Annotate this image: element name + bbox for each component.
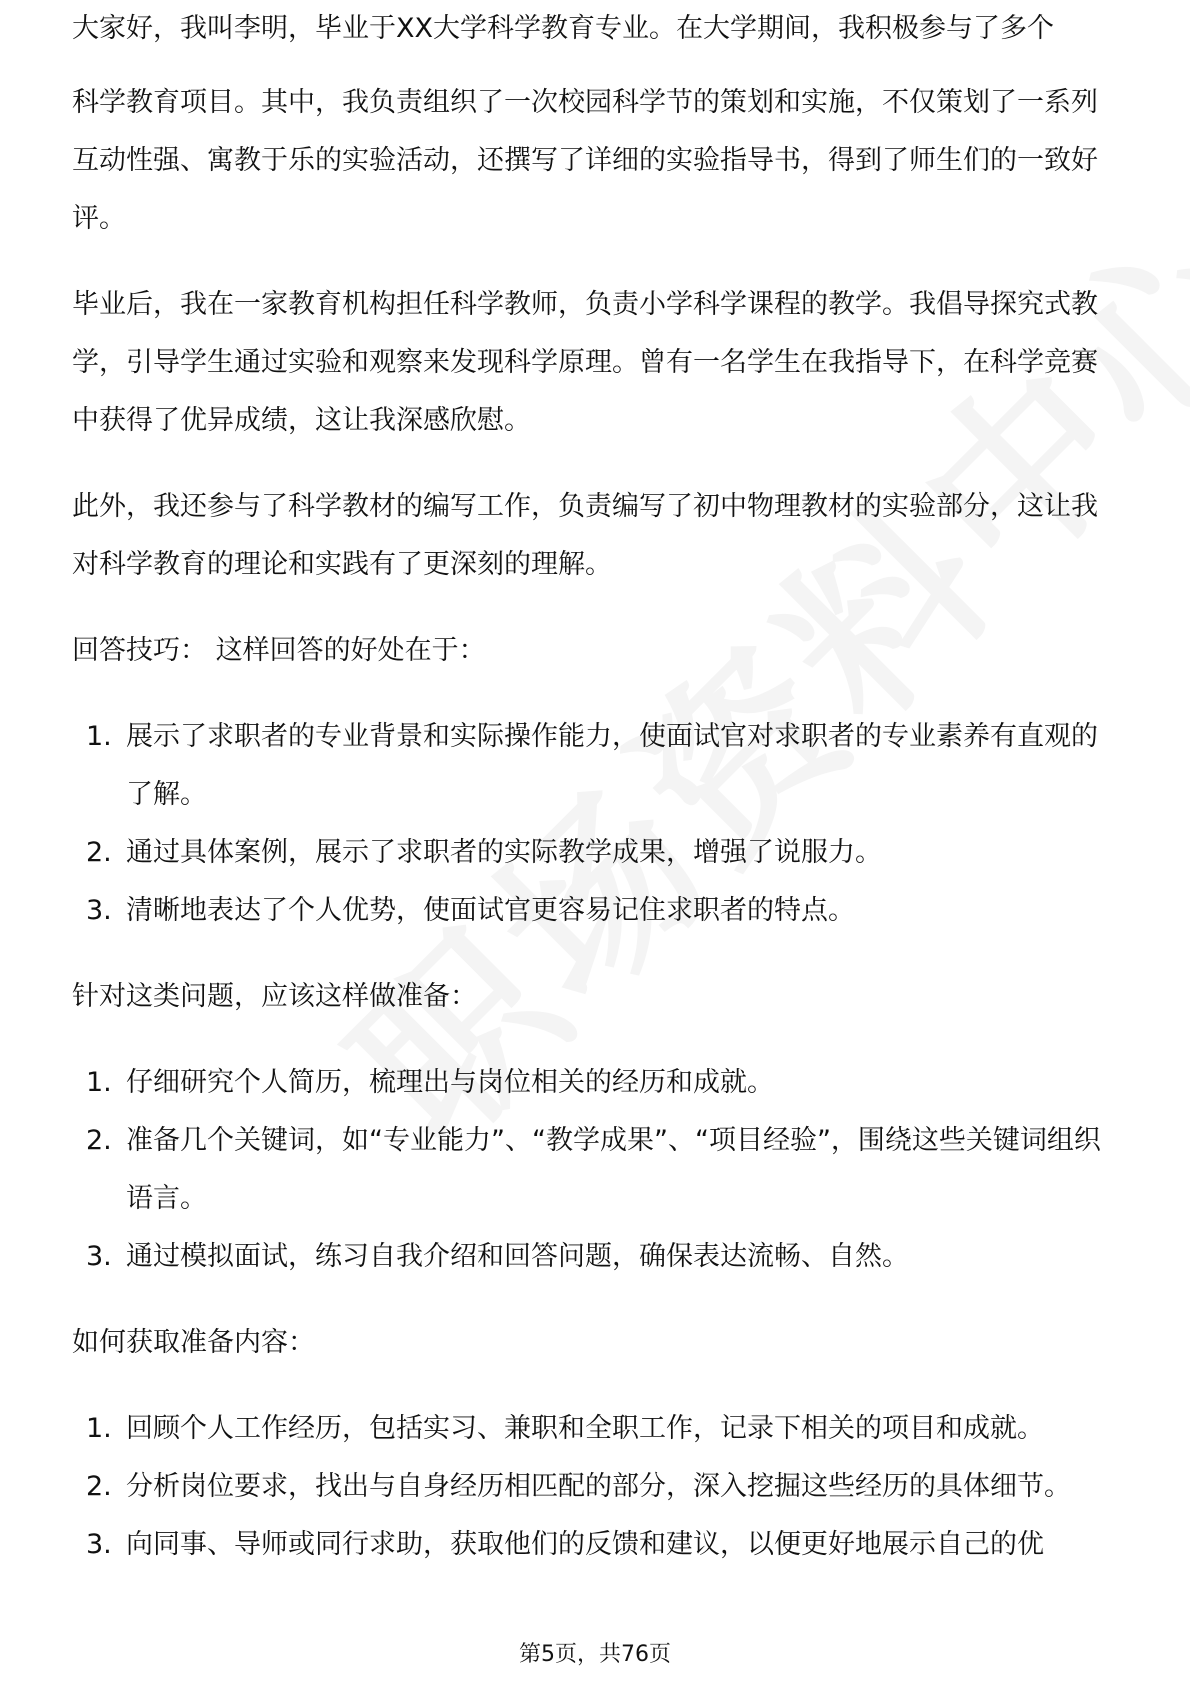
paragraph-textbook-writing: 此外，我还参与了科学教材的编写工作，负责编写了初中物理教材的实验部分，这让我对科学教育的理论和实践有了更深刻的理解。 (72, 491, 1098, 580)
list-number: 1. (86, 1067, 112, 1098)
list-item (72, 1400, 1122, 1458)
list-text: 准备几个关键词，如“专业能力”、“教学成果”、“项目经验”，围绕这些关键词组织语言。 (126, 1125, 1101, 1214)
list-number: 3. (86, 1529, 112, 1560)
list-item (72, 1054, 1122, 1112)
list-text: 分析岗位要求，找出与自身经历相匹配的部分，深入挖掘这些经历的具体细节。 (126, 1471, 1071, 1502)
list-text: 清晰地表达了个人优势，使面试官更容易记住求职者的特点。 (126, 895, 855, 926)
list-text: 通过具体案例，展示了求职者的实际教学成果，增强了说服力。 (126, 837, 882, 868)
obtain-heading: 如何获取准备内容： (72, 1327, 315, 1358)
list-text: 向同事、导师或同行求助，获取他们的反馈和建议，以便更好地展示自己的优 (126, 1529, 1044, 1560)
list-item (72, 708, 1122, 824)
list-item (72, 1112, 1122, 1228)
list-text: 通过模拟面试，练习自我介绍和回答问题，确保表达流畅、自然。 (126, 1241, 909, 1272)
list-item (72, 1516, 1122, 1574)
tips-heading: 回答技巧： 这样回答的好处在于： (72, 635, 486, 666)
page-number: 第5页，共76页 (519, 1642, 671, 1667)
list-number: 3. (86, 895, 112, 926)
tips-list (72, 708, 1122, 940)
obtain-list (72, 1400, 1122, 1574)
list-item (72, 1458, 1122, 1516)
list-number: 2. (86, 1125, 112, 1156)
list-number: 2. (86, 1471, 112, 1502)
list-number: 1. (86, 721, 112, 752)
list-text: 仔细研究个人简历，梳理出与岗位相关的经历和成就。 (126, 1067, 774, 1098)
list-number: 1. (86, 1413, 112, 1444)
prepare-heading: 针对这类问题，应该这样做准备： (72, 981, 477, 1012)
document-body (72, 13, 1122, 1602)
paragraph-intro-cut: 大家好，我叫李明，毕业于XX大学科学教育专业。在大学期间，我积极参与了多个 (72, 13, 1054, 44)
paragraph-teaching-experience: 毕业后，我在一家教育机构担任科学教师，负责小学科学课程的教学。我倡导探究式教学，引导学生通过实验和观察来发现科学原理。曾有一名学生在我指导下，在科学竞赛中获得了优异成绩，这让我深感欣慰。 (72, 289, 1098, 436)
prepare-list (72, 1054, 1122, 1286)
list-number: 3. (86, 1241, 112, 1272)
list-item (72, 1228, 1122, 1286)
paragraph-science-projects: 科学教育项目。其中，我负责组织了一次校园科学节的策划和实施，不仅策划了一系列互动性强、寓教于乐的实验活动，还撰写了详细的实验指导书，得到了师生们的一致好评。 (72, 87, 1098, 234)
list-number: 2. (86, 837, 112, 868)
list-item (72, 824, 1122, 882)
list-text: 展示了求职者的专业背景和实际操作能力，使面试官对求职者的专业素养有直观的了解。 (126, 721, 1098, 810)
list-item (72, 882, 1122, 940)
list-text: 回顾个人工作经历，包括实习、兼职和全职工作，记录下相关的项目和成就。 (126, 1413, 1044, 1444)
